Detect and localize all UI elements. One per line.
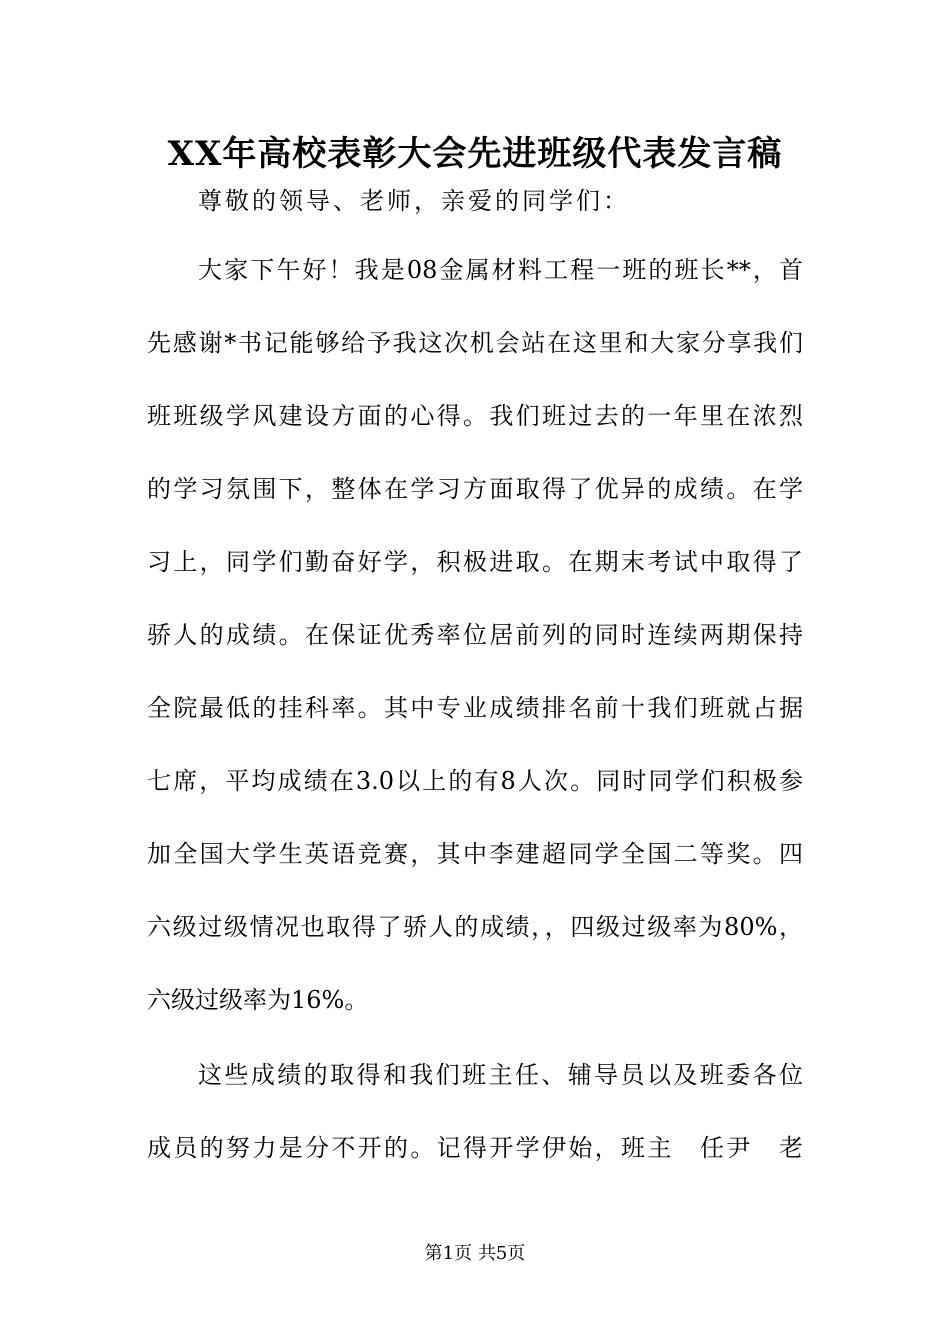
paragraph-line: 的学习氛围下，整体在学习方面取得了优异的成绩。在学 (147, 475, 803, 503)
paragraph-line: 先感谢*书记能够给予我这次机会站在这里和大家分享我们 (147, 329, 803, 357)
paragraph-line: 六级过级率为16%。 (147, 986, 369, 1014)
paragraph-line: 全院最低的挂科率。其中专业成绩排名前十我们班就占据 (147, 694, 803, 722)
paragraph-line: 六级过级情况也取得了骄人的成绩，，四级过级率为80%， (147, 913, 803, 941)
document-title: XX年高校表彰大会先进班级代表发言稿 (167, 134, 783, 174)
paragraph-line: 习上，同学们勤奋好学，积极进取。在期末考试中取得了 (147, 548, 803, 576)
page-number-footer: 第1页 共5页 (424, 1243, 526, 1264)
paragraph-line: 大家下午好！我是08金属材料工程一班的班长**，首 (198, 256, 803, 284)
paragraph-line: 这些成绩的取得和我们班主任、辅导员以及班委各位 (198, 1061, 803, 1089)
paragraph-line: 成员的努力是分不开的。记得开学伊始，班主 任尹 老 (147, 1134, 803, 1162)
paragraph-line: 加全国大学生英语竞赛，其中李建超同学全国二等奖。四 (147, 840, 803, 868)
paragraph-line: 班班级学风建设方面的心得。我们班过去的一年里在浓烈 (147, 402, 803, 430)
paragraph-line: 骄人的成绩。在保证优秀率位居前列的同时连续两期保持 (147, 621, 803, 649)
salutation: 尊敬的领导、老师，亲爱的同学们： (198, 187, 630, 215)
paragraph-line: 七席，平均成绩在3.0以上的有8人次。同时同学们积极参 (147, 767, 803, 795)
